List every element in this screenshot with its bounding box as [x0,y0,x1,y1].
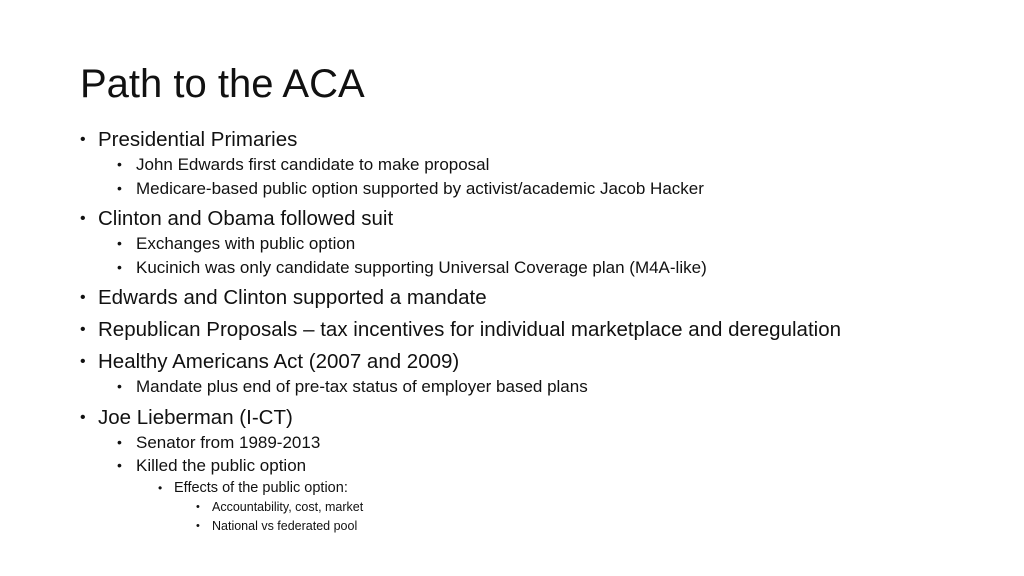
bullet-list [79,126,979,537]
bullet-text: National vs federated pool [212,519,358,533]
bullet-icon: • [80,408,86,426]
bullet-item [79,284,979,311]
bullet-text: Exchanges with public option [136,234,356,253]
bullet-icon: • [117,156,122,172]
sub-bullet-item [79,256,979,280]
bullet-icon: • [80,321,86,338]
bullet-item [79,205,979,232]
sub-list [79,375,979,399]
level4-bullet-item [79,498,979,518]
bullet-text: Joe Lieberman (I-CT) [98,405,293,429]
sub-bullet-item [79,177,979,201]
bullet-icon: • [80,353,86,370]
bullet-icon: • [117,378,122,394]
bullet-icon: • [117,179,122,196]
bullet-icon: • [196,520,200,532]
bullet-item [79,404,979,431]
bullet-text: Mandate plus end of pre-tax status of employer based plans [136,377,588,396]
bullet-text: Accountability, cost, market [212,499,364,514]
bullet-icon: • [80,289,86,306]
bullet-text: Presidential Primaries [98,128,298,151]
bullet-icon: • [158,480,163,495]
bullet-icon: • [196,500,200,513]
sub-bullet-item [79,431,979,455]
bullet-text: John Edwards first candidate to make proposal [136,155,490,174]
sub-list [79,153,979,200]
bullet-text: Medicare-based public option supported by activist/academic Jacob Hacker [136,178,704,198]
bullet-text: Healthy Americans Act (2007 and 2009) [98,350,460,373]
bullet-item [79,348,979,375]
bullet-text: Clinton and Obama followed suit [98,207,394,230]
sub-bullet-item [79,375,979,399]
bullet-icon: • [117,433,122,450]
sub-list [79,431,979,537]
bullet-item [79,316,979,343]
bullet-icon: • [117,235,122,251]
sub-list [79,232,979,279]
sub-sub-bullet-item [79,478,979,498]
bullet-icon: • [117,258,122,275]
bullet-item [79,126,979,153]
bullet-icon: • [80,210,86,227]
bullet-icon: • [117,457,122,473]
slide-title: Path to the ACA [80,62,365,106]
bullet-text: Edwards and Clinton supported a mandate [98,286,487,309]
sub-bullet-item [79,153,979,177]
bullet-text: Republican Proposals – tax incentives for individual marketplace and deregulation [98,318,841,341]
bullet-text: Kucinich was only candidate supporting Universal Coverage plan (M4A-like) [136,257,707,277]
bullet-text: Senator from 1989-2013 [136,432,321,452]
bullet-text: Killed the public option [136,456,307,475]
bullet-text: Effects of the public option: [174,479,348,496]
sub-bullet-item [79,454,979,478]
bullet-icon: • [80,131,86,148]
sub-bullet-item [79,232,979,256]
level4-bullet-item [79,517,979,537]
